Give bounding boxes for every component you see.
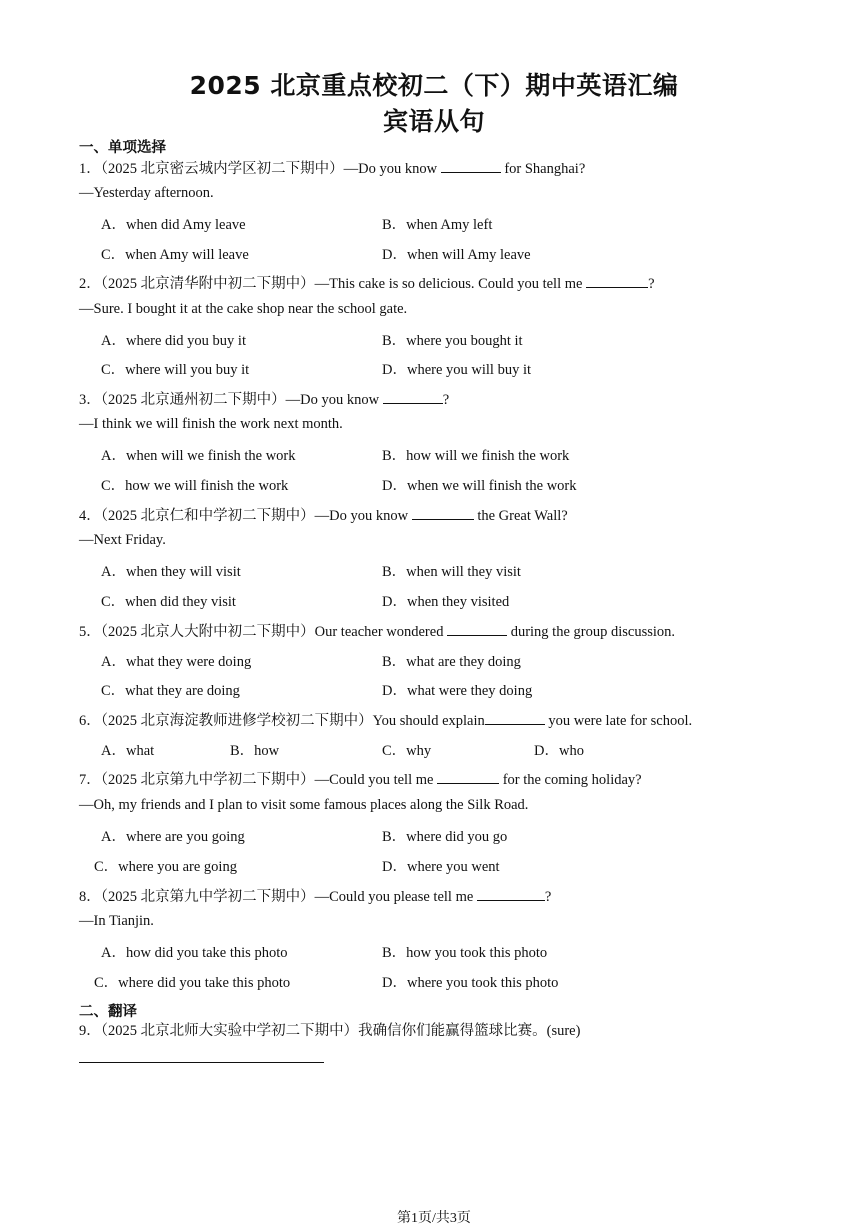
option-d: D．who bbox=[534, 743, 584, 759]
page-number: 第1页/共3页 bbox=[397, 1211, 471, 1226]
option-c: C．how we will finish the work bbox=[101, 478, 289, 494]
answer-blank bbox=[437, 771, 499, 784]
option-d: D．where you will buy it bbox=[382, 362, 532, 378]
stem-text: 3．（2025 北京通州初二下期中）—Do you know bbox=[79, 392, 383, 408]
question-stem bbox=[79, 272, 655, 293]
stem-text: 5．（2025 北京人大附中初二下期中）Our teacher wondered bbox=[79, 624, 448, 640]
answer-blank bbox=[485, 712, 545, 725]
option-b: B．where you bought it bbox=[382, 333, 523, 349]
option-b: B．when will they visit bbox=[382, 564, 521, 580]
option-a: A．how did you take this photo bbox=[101, 945, 288, 961]
option-c: C．when did they visit bbox=[101, 594, 236, 610]
option-b: B．where did you go bbox=[382, 829, 508, 845]
option-d: D．when we will finish the work bbox=[382, 478, 577, 494]
option-b: B．when Amy left bbox=[382, 217, 493, 233]
question-reply: —Yesterday afternoon. bbox=[79, 185, 214, 201]
page-title: 2025 北京重点校初二（下）期中英语汇编 bbox=[189, 71, 679, 100]
option-a: A．where did you buy it bbox=[101, 333, 246, 349]
option-a: A．when did Amy leave bbox=[101, 217, 246, 233]
answer-blank bbox=[441, 160, 501, 173]
option-a: A．what bbox=[101, 743, 155, 759]
option-a: A．when will we finish the work bbox=[101, 448, 296, 464]
question-stem bbox=[79, 157, 585, 178]
question-reply: —Next Friday. bbox=[79, 532, 166, 548]
page-subtitle: 宾语从句 bbox=[382, 107, 485, 136]
stem-text: ? bbox=[544, 889, 552, 905]
stem-text: 4．（2025 北京仁和中学初二下期中）—Do you know bbox=[79, 508, 412, 524]
option-d: D．when they visited bbox=[382, 594, 510, 610]
option-a: A．where are you going bbox=[101, 829, 245, 845]
question-reply: —Oh, my friends and I plan to visit some famous places along the Silk Road. bbox=[79, 797, 529, 813]
answer-line bbox=[79, 1062, 324, 1063]
question-stem bbox=[79, 504, 568, 525]
question-stem bbox=[79, 709, 692, 730]
stem-text: you were late for school. bbox=[544, 713, 693, 729]
question-stem bbox=[79, 768, 642, 789]
question-stem: 9．（2025 北京北师大实验中学初二下期中）我确信你们能赢得篮球比赛。(sure) bbox=[79, 1023, 581, 1039]
option-c: C．why bbox=[382, 743, 432, 759]
stem-text: ? bbox=[442, 392, 450, 408]
option-c: C．where you are going bbox=[94, 859, 237, 875]
answer-blank bbox=[477, 888, 545, 901]
option-b: B．how will we finish the work bbox=[382, 448, 570, 464]
stem-text: the Great Wall? bbox=[473, 508, 568, 524]
answer-blank bbox=[447, 623, 507, 636]
stem-text: 1．（2025 北京密云城内学区初二下期中）—Do you know bbox=[79, 161, 441, 177]
stem-text: 8．（2025 北京第九中学初二下期中）—Could you please tell me bbox=[79, 889, 477, 905]
option-d: D．where you went bbox=[382, 859, 500, 875]
stem-text: 7．（2025 北京第九中学初二下期中）—Could you tell me bbox=[79, 772, 438, 788]
stem-text: 6．（2025 北京海淀教师进修学校初二下期中）You should explain bbox=[79, 713, 485, 729]
stem-text: during the group discussion. bbox=[507, 624, 676, 640]
stem-text: for the coming holiday? bbox=[499, 772, 642, 788]
option-a: A．what they were doing bbox=[101, 654, 252, 670]
stem-text: 2．（2025 北京清华附中初二下期中）—This cake is so delicious. Could you tell me bbox=[79, 276, 587, 292]
question-stem bbox=[79, 620, 675, 641]
option-d: D．when will Amy leave bbox=[382, 247, 531, 263]
section-heading-translation: 二、翻译 bbox=[79, 1004, 137, 1020]
option-c: C．where did you take this photo bbox=[94, 975, 291, 991]
section-heading-choice: 一、单项选择 bbox=[79, 140, 166, 156]
question-reply: —In Tianjin. bbox=[79, 913, 154, 929]
option-d: D．what were they doing bbox=[382, 683, 533, 699]
question-stem bbox=[79, 388, 449, 409]
option-d: D．where you took this photo bbox=[382, 975, 559, 991]
answer-blank bbox=[586, 275, 648, 288]
option-c: C．where will you buy it bbox=[101, 362, 250, 378]
option-a: A．when they will visit bbox=[101, 564, 241, 580]
stem-text: ? bbox=[648, 276, 655, 292]
option-b: B．how you took this photo bbox=[382, 945, 548, 961]
question-stem bbox=[79, 885, 551, 906]
answer-blank bbox=[383, 391, 443, 404]
option-b: B．what are they doing bbox=[382, 654, 521, 670]
question-reply: —Sure. I bought it at the cake shop near the school gate. bbox=[79, 301, 408, 317]
option-c: C．what they are doing bbox=[101, 683, 240, 699]
answer-blank bbox=[412, 507, 474, 520]
stem-text: for Shanghai? bbox=[500, 161, 586, 177]
option-c: C．when Amy will leave bbox=[101, 247, 249, 263]
option-b: B．how bbox=[230, 743, 280, 759]
question-reply: —I think we will finish the work next month. bbox=[79, 416, 343, 432]
